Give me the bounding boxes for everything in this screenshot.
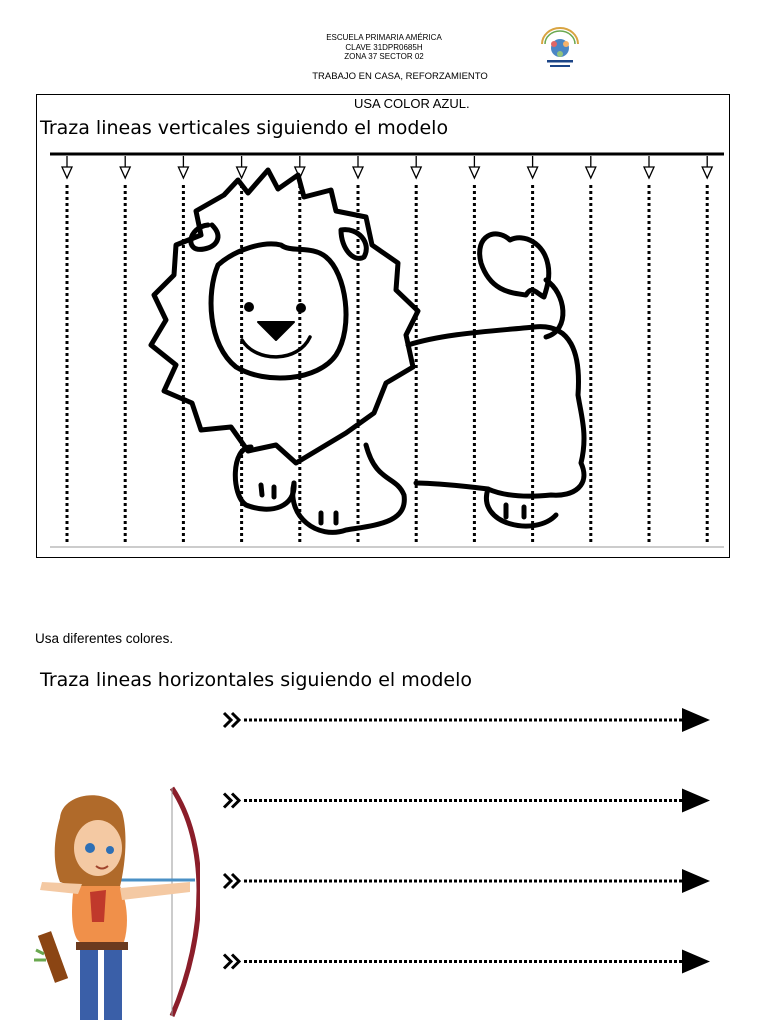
horizontal-guide-line xyxy=(224,869,710,893)
instruction-blue: USA COLOR AZUL. xyxy=(354,96,470,111)
horizontal-guide-line xyxy=(224,789,710,813)
archer-girl-icon xyxy=(30,782,200,1022)
vertical-guide-line xyxy=(702,156,712,545)
vertical-guide-line xyxy=(644,156,654,545)
vertical-tracing-area xyxy=(36,145,730,555)
school-zone: ZONA 37 SECTOR 02 xyxy=(344,52,424,61)
horizontal-guide-lines xyxy=(224,708,710,974)
horizontal-task-title: Traza lineas horizontales siguiendo el modelo xyxy=(40,669,472,691)
page-subtitle: TRABAJO EN CASA, REFORZAMIENTO xyxy=(312,71,488,82)
horizontal-guide-line xyxy=(224,950,710,974)
vertical-task-title: Traza lineas verticales siguiendo el modelo xyxy=(40,117,449,139)
vertical-guide-line xyxy=(586,156,596,545)
horizontal-tracing-area xyxy=(210,700,720,990)
vertical-guide-line xyxy=(62,156,72,545)
vertical-guide-line xyxy=(528,156,538,545)
vertical-guide-line xyxy=(411,156,421,545)
school-code: CLAVE 31DPR0685H xyxy=(345,42,423,52)
school-name: ESCUELA PRIMARIA AMÉRICA xyxy=(326,33,442,42)
school-logo-icon xyxy=(534,24,586,72)
instruction-colors: Usa diferentes colores. xyxy=(35,631,174,646)
lion-icon xyxy=(151,170,584,532)
horizontal-guide-line xyxy=(224,708,710,732)
vertical-guide-line xyxy=(178,156,188,545)
school-header xyxy=(300,33,468,62)
vertical-guide-line xyxy=(120,156,130,545)
